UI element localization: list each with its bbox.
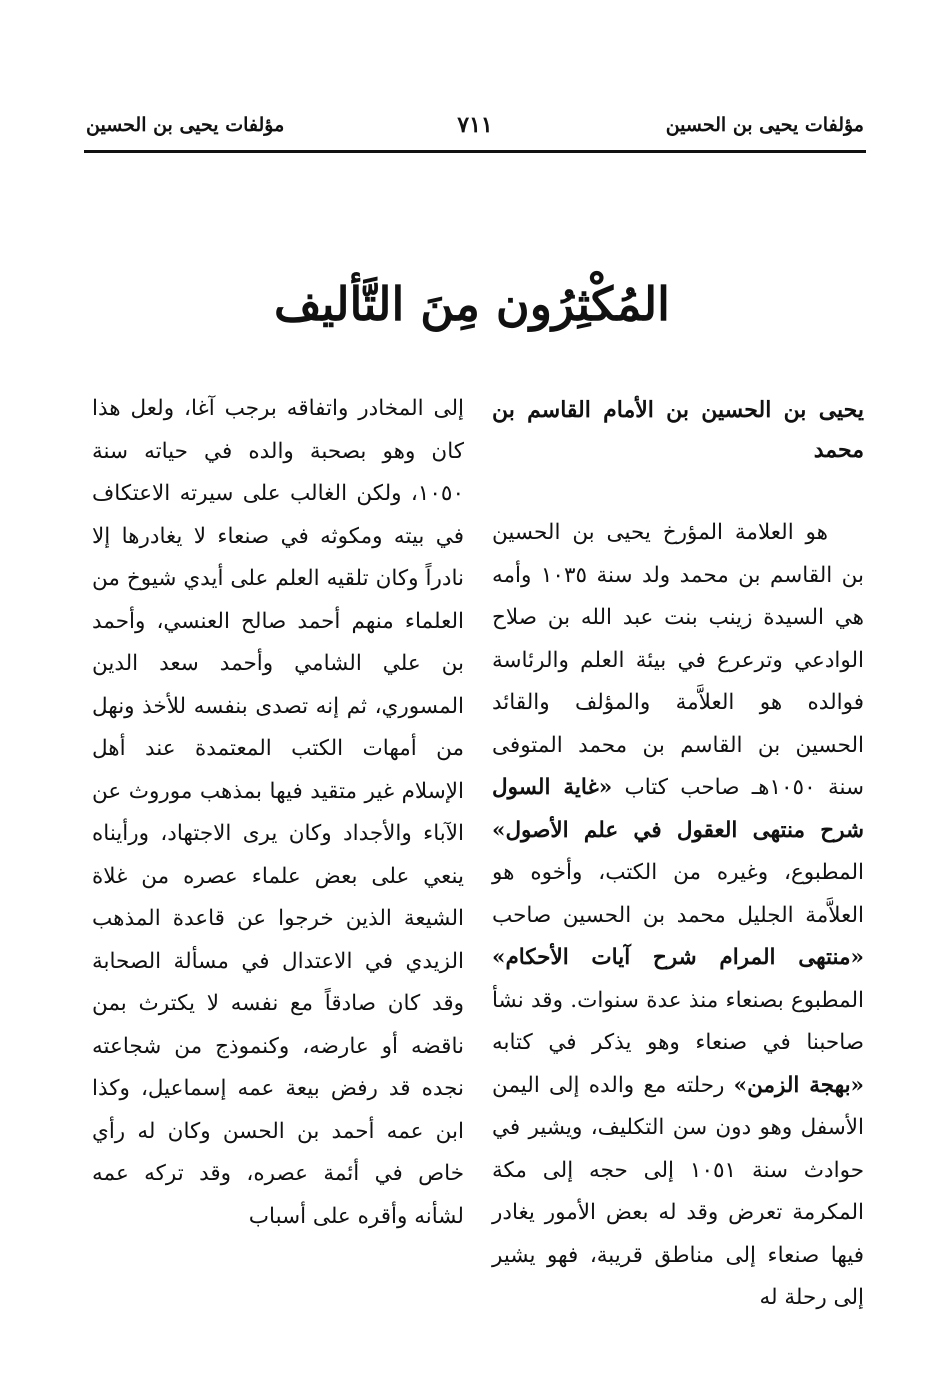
header-rule (84, 150, 866, 153)
biography-paragraph (492, 512, 864, 1320)
page-number: ٧١١ (457, 112, 493, 138)
running-header (86, 112, 864, 146)
entry-title: يحيى بن الحسين بن الأمام القاسم بن محمد (492, 397, 864, 463)
book-title-2: «منتهى المرام شرح آيات الأحكام» (492, 945, 864, 970)
left-column (92, 388, 464, 1238)
right-column (492, 390, 864, 1320)
book-title-1: «غاية السول شرح منتهى العقول في علم الأصول» (492, 775, 864, 843)
para-text-2: المطبوع، وغيره من الكتب، وأخوه هو العلاَّمة الجليل محمد بن الحسين صاحب (492, 860, 864, 928)
para-text-4: رحلته مع والده إلى اليمن الأسفل وهو دون سن التكليف، ويشير في حوادث سنة ١٠٥١ إلى حجه إلى مكة المكرمة تعرض وقد له بعض الأمور يغادر فيها صنعاء إلى مناطق قريبة، فهو يشير إلى رحلة له (492, 1072, 864, 1310)
book-title-3: «بهجة الزمن» (733, 1072, 864, 1098)
para-text-3: المطبوع بصنعاء منذ عدة سنوات. وقد نشأ صاحبنا في صنعاء وهو يذكر في كتابه (492, 987, 864, 1055)
section-title: المُكْثِرُون مِنَ التَّأليف (274, 277, 670, 331)
header-left-title: مؤلفات يحيى بن الحسين (86, 114, 285, 136)
header-right-title: مؤلفات يحيى بن الحسين (665, 114, 864, 136)
para-text-1: هو العلامة المؤرخ يحيى بن الحسين بن القاسم بن محمد ولد سنة ١٠٣٥ وأمه هي السيدة زينب بنت عبد الله بن صلاح الوادعي وترعرع في بيئة العلم والرئاسة فوالده هو العلاَّمة والمؤلف والقائد الحسين بن القاسم بن محمد المتوفى سنة ١٠٥٠هـ صاحب كتاب (492, 520, 865, 800)
continuation-paragraph: إلى المخادر واتفاقه برجب آغا، ولعل هذا كان وهو بصحبة والده في حياته سنة ١٠٥٠، ولكن الغالب على سيرته الاعتكاف في بيته ومكوثه في صنعاء لا يغادرها إلا نادراً وكان تلقيه العلم على أيدي شيوخ من العلماء منهم أحمد صالح العنسي، وأحمد بن علي الشامي وأحمد سعد الدين المسوري، ثم إنه تصدى بنفسه للأخذ ونهل من أمهات الكتب المعتمدة عند أهل الإسلام غير متقيد فيها بمذهب موروث عن الآباء والأجداد وكان يرى الاجتهاد، ورأيناه ينعي على بعض علماء عصره من غلاة الشيعة الذين خرجوا عن قاعدة المذهب الزيدي في الاعتدال في مسألة الصحابة وقد كان صادقاً مع نفسه لا يكترث بمن ناقضه أو عارضه، وكنموذج من شجاعته نجده قد رفض بيعة عمه إسماعيل، وكذا ابن عمه أحمد بن الحسن وكان له رأي خاص في أئمة عصره، وقد تركه عمه لشأنه وأقره على أسباب (92, 396, 464, 1229)
